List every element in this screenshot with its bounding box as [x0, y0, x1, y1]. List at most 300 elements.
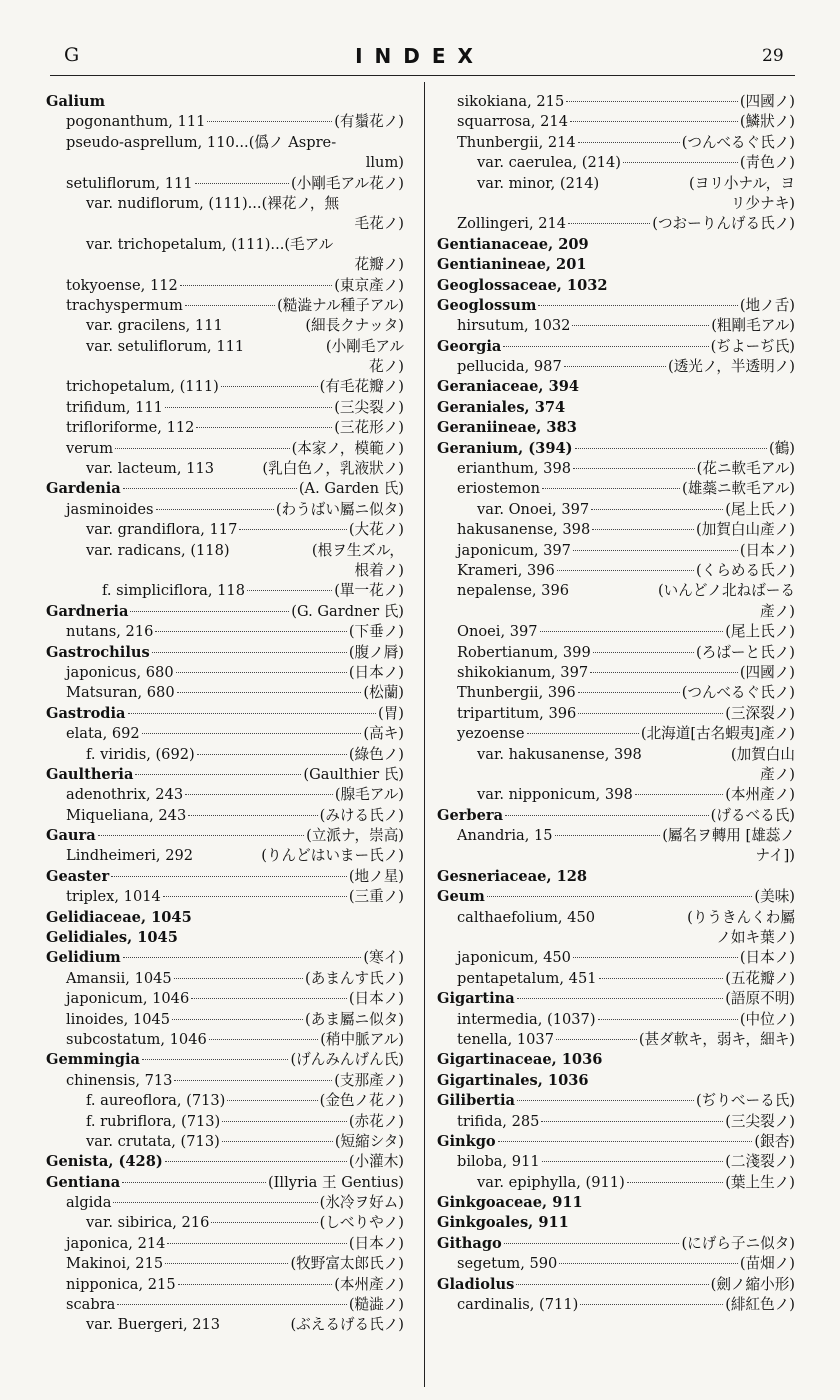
dot-leader: [211, 1222, 317, 1223]
index-entry: [437, 969, 795, 989]
entry-term: nepalense, 396: [457, 582, 570, 600]
index-entry: [46, 459, 404, 479]
entry-gloss: (花ニ軟毛アル): [696, 460, 795, 478]
entry-gloss: (四國ノ): [739, 93, 795, 110]
index-entry: [46, 194, 404, 214]
entry-gloss: (三花形ノ): [334, 419, 404, 437]
entry-term: var. Buergeri, 213: [86, 1316, 221, 1334]
index-entry: [437, 479, 795, 499]
entry-gloss: (透光ノ，半透明ノ): [668, 358, 795, 376]
dot-leader: [176, 672, 347, 673]
entry-term: japonicum, 450: [457, 949, 571, 967]
continuation-text: 根着ノ): [354, 561, 404, 579]
index-entry: [46, 1132, 404, 1152]
entry-term: Geum: [437, 888, 485, 906]
entry-gloss: (本州產ノ): [334, 1275, 404, 1293]
index-entry: [437, 1010, 795, 1030]
index-entry: [46, 439, 404, 459]
dot-leader: [172, 1019, 303, 1020]
entry-term: Matsuran, 680: [66, 684, 175, 702]
entry-gloss: (靑色ノ): [739, 154, 795, 172]
index-entry: [437, 1132, 795, 1152]
dot-leader: [623, 162, 738, 163]
index-entry: [46, 1173, 404, 1193]
index-entry: [437, 541, 795, 561]
index-entry: [46, 377, 404, 397]
index-entry: [46, 133, 404, 153]
entry-gloss: (牧野富太郎氏ノ): [290, 1255, 404, 1273]
entry-term: var. lacteum, 113: [86, 460, 215, 478]
entry-term: var. sibirica, 216: [86, 1214, 210, 1232]
dot-leader: [191, 998, 347, 999]
index-entry: [46, 724, 404, 744]
index-entry: [46, 1112, 404, 1132]
entry-term: Gilibertia: [437, 1092, 516, 1110]
entry-gloss: (Gaulthier 氏): [303, 765, 404, 783]
entry-term: tokyoense, 112: [66, 276, 178, 294]
entry-gloss: (胃): [378, 704, 404, 722]
dot-leader: [580, 1304, 723, 1305]
entry-term: var. hakusanense, 398: [477, 745, 642, 763]
dot-leader: [498, 1141, 753, 1142]
entry-term: nutans, 216: [66, 623, 154, 641]
entry-term: shikokianum, 397: [457, 663, 589, 681]
index-entry: [437, 908, 795, 928]
entry-term: var. caerulea, (214): [477, 154, 622, 172]
dot-leader: [185, 305, 275, 306]
index-entry: [46, 276, 404, 296]
entry-term: squarrosa, 214: [457, 113, 568, 131]
entry-gloss: (中位ノ): [739, 1010, 795, 1028]
entry-term: Gastrochilus: [46, 643, 150, 661]
dot-leader: [156, 509, 274, 510]
entry-continuation: [46, 214, 404, 234]
entry-gloss: (緋紅色ノ): [725, 1296, 795, 1314]
index-entry: [437, 1173, 795, 1193]
entry-gloss: (日本ノ): [739, 541, 795, 559]
entry-term: var. trichopetalum, (111)...(毛アル: [86, 235, 334, 253]
entry-gloss: (氷冷ヲ好ム): [319, 1194, 404, 1212]
index-column-right: [437, 92, 795, 1315]
entry-gloss: (本州產ノ): [725, 786, 795, 804]
dot-leader: [113, 1202, 317, 1203]
entry-continuation: [437, 194, 795, 214]
dot-leader: [540, 631, 724, 632]
entry-gloss: (地ノ星): [348, 867, 404, 885]
index-entry: [437, 1254, 795, 1274]
entry-term: Gelidiales, 1045: [46, 929, 178, 947]
entry-term: japonicum, 1046: [66, 990, 190, 1008]
entry-term: pseudo-asprellum, 110...(僞ノ Aspre-: [66, 133, 337, 151]
index-entry: [46, 92, 404, 112]
entry-gloss: (本家ノ，模範ノ): [291, 439, 404, 457]
index-entry: [437, 1193, 795, 1213]
entry-term: Geraniineae, 383: [437, 419, 577, 437]
index-entry: [437, 745, 795, 765]
entry-gloss: (腺毛アル): [334, 786, 404, 804]
page-number: 29: [762, 46, 784, 66]
entry-term: linoides, 1045: [66, 1010, 171, 1028]
dot-leader: [578, 692, 680, 693]
index-entry: [437, 643, 795, 663]
index-entry: [437, 1050, 795, 1070]
entry-term: var. grandiflora, 117: [86, 521, 238, 539]
dot-leader: [555, 835, 661, 836]
entry-term: nipponica, 215: [66, 1275, 176, 1293]
index-entry: [46, 1091, 404, 1111]
dot-leader: [111, 876, 347, 877]
dot-leader: [167, 1243, 346, 1244]
entry-term: Geoglossum: [437, 296, 537, 314]
index-entry: [46, 1071, 404, 1091]
index-entry: [437, 561, 795, 581]
dot-leader: [152, 652, 347, 653]
entry-gloss: (げるべる氏): [710, 806, 795, 824]
entry-term: eriostemon: [457, 480, 541, 498]
entry-term: Geraniales, 374: [437, 398, 566, 416]
continuation-text: ノ如キ葉ノ): [716, 929, 795, 947]
entry-gloss: (松蘭): [363, 684, 404, 702]
entry-term: triplex, 1014: [66, 888, 161, 906]
dot-leader: [197, 754, 347, 755]
index-entry: [46, 581, 404, 601]
index-entry: [437, 418, 795, 438]
entry-continuation: [46, 561, 404, 581]
entry-term: Onoei, 397: [457, 623, 538, 641]
entry-term: hakusanense, 398: [457, 521, 591, 539]
index-entry: [437, 520, 795, 540]
index-entry: [46, 235, 404, 255]
entry-gloss: (あま屬ニ似タ): [305, 1010, 404, 1028]
entry-gloss: (つおーりんげる氏ノ): [652, 215, 795, 233]
entry-gloss: (小剛毛アル: [325, 337, 404, 355]
dot-leader: [527, 733, 639, 734]
entry-gloss: (葉上生ノ): [725, 1173, 795, 1191]
index-entry: [46, 1275, 404, 1295]
dot-leader: [165, 407, 332, 408]
entry-gloss: (細長クナッタ): [305, 317, 404, 335]
index-entry: [437, 316, 795, 336]
entry-term: tripartitum, 396: [457, 704, 577, 722]
dot-leader: [517, 1100, 694, 1101]
dot-leader: [180, 285, 332, 286]
entry-term: Gesneriaceae, 128: [437, 867, 588, 885]
dot-leader: [572, 325, 709, 326]
entry-term: pentapetalum, 451: [457, 969, 597, 987]
entry-gloss: (立派ナ，崇高): [306, 827, 404, 845]
dot-leader: [591, 509, 723, 510]
entry-term: tenella, 1037: [457, 1030, 554, 1048]
dot-leader: [487, 896, 753, 897]
entry-gloss: (糙澁ノ): [348, 1296, 404, 1314]
entry-gloss: (A. Garden 氏): [298, 480, 404, 498]
entry-continuation: [437, 765, 795, 785]
dot-leader: [178, 1284, 333, 1285]
dot-leader: [227, 1100, 317, 1101]
dot-leader: [598, 1019, 738, 1020]
entry-continuation: [437, 846, 795, 866]
dot-leader: [578, 142, 680, 143]
index-entry: [437, 1295, 795, 1315]
entry-gloss: (東京產ノ): [334, 276, 404, 294]
entry-gloss: (有毛花瓣ノ): [319, 378, 404, 396]
index-entry: [46, 948, 404, 968]
entry-gloss: (語原不明): [725, 990, 795, 1008]
dot-leader: [195, 183, 289, 184]
entry-gloss: (劍ノ縮小形): [710, 1275, 795, 1293]
entry-term: Gelidium: [46, 949, 121, 967]
entry-term: var. radicans, (118): [86, 541, 230, 559]
index-entry: [46, 520, 404, 540]
entry-term: Gardneria: [46, 602, 129, 620]
index-entry: [46, 704, 404, 724]
entry-gloss: (糙澁ナル種子アル): [277, 296, 404, 314]
entry-gloss: (しべりやノ): [319, 1214, 404, 1232]
entry-gloss: (にげら子ニ似タ): [681, 1234, 795, 1252]
entry-gloss: (G. Gardner 氏): [291, 602, 404, 620]
entry-term: Githago: [437, 1234, 502, 1252]
entry-term: trichopetalum, (111): [66, 378, 219, 396]
dot-leader: [542, 1161, 724, 1162]
entry-gloss: (りんどはいまー氏ノ): [261, 847, 404, 865]
index-entry: [437, 785, 795, 805]
entry-term: intermedia, (1037): [457, 1010, 596, 1028]
entry-gloss: (尾上氏ノ): [725, 623, 795, 641]
index-entry: [46, 663, 404, 683]
index-entry: [437, 826, 795, 846]
entry-term: Galium: [46, 93, 106, 110]
continuation-text: 花ノ): [369, 358, 404, 376]
entry-term: Gardenia: [46, 480, 121, 498]
entry-term: Geraniaceae, 394: [437, 378, 580, 396]
page-header: [0, 0, 840, 80]
entry-gloss: (赤花ノ): [348, 1112, 404, 1130]
entry-gloss: (鱗狀ノ): [739, 113, 795, 131]
entry-gloss: (寒イ): [363, 949, 404, 967]
index-entry: [46, 398, 404, 418]
entry-term: Ginkgoales, 911: [437, 1214, 569, 1232]
entry-term: Thunbergii, 214: [457, 133, 576, 151]
index-entry: [437, 1275, 795, 1295]
entry-term: Gentianineae, 201: [437, 256, 587, 274]
dot-leader: [165, 1161, 347, 1162]
index-entry: [437, 235, 795, 255]
dot-leader: [538, 305, 737, 306]
dot-leader: [174, 978, 303, 979]
dot-leader: [247, 590, 332, 591]
index-entry: [437, 622, 795, 642]
entry-gloss: (地ノ舌): [739, 296, 795, 314]
entry-term: pogonanthum, 111: [66, 113, 206, 131]
entry-term: var. gracilens, 111: [86, 317, 223, 335]
entry-gloss: (加賀白山產ノ): [696, 521, 795, 539]
entry-term: var. crutata, (713): [86, 1132, 220, 1150]
entry-gloss: (日本ノ): [348, 990, 404, 1008]
entry-term: algida: [66, 1194, 112, 1212]
dot-leader: [566, 101, 738, 102]
index-entry: [46, 1010, 404, 1030]
index-entry: [437, 724, 795, 744]
entry-term: cardinalis, (711): [457, 1296, 579, 1314]
index-entry: [437, 806, 795, 826]
entry-term: Geoglossaceae, 1032: [437, 276, 608, 294]
entry-term: trifida, 285: [457, 1112, 540, 1130]
entry-gloss: (つんべるぐ氏ノ): [681, 133, 795, 151]
entry-term: Geranium, (394): [437, 439, 573, 457]
entry-term: Amansii, 1045: [66, 969, 172, 987]
index-entry: [46, 602, 404, 622]
entry-gloss: (ぢりべーる氏): [696, 1092, 795, 1110]
index-entry: [437, 1112, 795, 1132]
entry-term: yezoense: [457, 725, 525, 743]
dot-leader: [592, 529, 694, 530]
entry-term: Thunbergii, 396: [457, 684, 576, 702]
entry-term: japonicus, 680: [66, 663, 174, 681]
entry-gloss: (根ヲ生ズル，: [311, 541, 404, 559]
entry-gloss: (高キ): [363, 725, 404, 743]
dot-leader: [142, 1059, 288, 1060]
entry-gloss: (綠色ノ): [348, 745, 404, 763]
entry-continuation: [437, 602, 795, 622]
entry-gloss: (三重ノ): [348, 888, 404, 906]
index-entry: [46, 1254, 404, 1274]
entry-gloss: (短縮シタ): [334, 1132, 404, 1150]
entry-term: Anandria, 15: [457, 827, 553, 845]
entry-term: Ginkgo: [437, 1132, 496, 1150]
index-entry: [46, 1030, 404, 1050]
index-entry: [437, 1071, 795, 1091]
entry-gloss: (金色ノ花ノ): [319, 1092, 404, 1110]
index-entry: [46, 826, 404, 846]
dot-leader: [135, 774, 301, 775]
dot-leader: [222, 1121, 347, 1122]
entry-gloss: (つんべるぐ氏ノ): [681, 684, 795, 702]
dot-leader: [165, 1263, 288, 1264]
continuation-text: リ少ナキ): [730, 194, 795, 212]
entry-gloss: (小剛毛アル花ノ): [291, 174, 404, 192]
entry-gloss: (小灌木): [348, 1153, 404, 1171]
index-entry: [46, 989, 404, 1009]
entry-term: Gaultheria: [46, 765, 134, 783]
dot-leader: [568, 223, 650, 224]
dot-leader: [130, 611, 289, 612]
index-entry: [46, 887, 404, 907]
index-entry: [46, 316, 404, 336]
index-entry: [46, 541, 404, 561]
index-entry: [437, 276, 795, 296]
index-entry: [46, 806, 404, 826]
entry-term: var. nudiflorum, (111)...(裸花ノ，無: [86, 194, 340, 212]
entry-term: japonicum, 397: [457, 541, 571, 559]
index-entry: [46, 500, 404, 520]
entry-gloss: (乳白色ノ，乳液狀ノ): [262, 460, 404, 478]
index-column-left: [46, 92, 404, 1336]
dot-leader: [196, 427, 332, 428]
index-entry: [46, 1234, 404, 1254]
index-entry: [437, 153, 795, 173]
entry-term: calthaefolium, 450: [457, 908, 596, 926]
entry-term: f. simpliciflora, 118: [102, 582, 246, 600]
entry-gloss: (有鬚花ノ): [334, 113, 404, 131]
entry-continuation: [46, 255, 404, 275]
dot-leader: [517, 998, 724, 999]
entry-continuation: [437, 928, 795, 948]
entry-term: erianthum, 398: [457, 460, 572, 478]
dot-leader: [590, 672, 738, 673]
entry-term: f. aureoflora, (713): [86, 1092, 226, 1110]
header-rule: [50, 75, 795, 76]
dot-leader: [570, 121, 738, 122]
entry-term: var. nipponicum, 398: [477, 786, 633, 804]
entry-term: Gemmingia: [46, 1051, 140, 1069]
entry-gloss: (三尖裂ノ): [725, 1112, 795, 1130]
index-entry: [46, 683, 404, 703]
entry-gloss: (三尖裂ノ): [334, 398, 404, 416]
entry-gloss: (尾上氏ノ): [725, 500, 795, 518]
dot-leader: [209, 1039, 318, 1040]
index-entry: [46, 1152, 404, 1172]
section-letter: G: [64, 44, 80, 66]
entry-term: Robertianum, 399: [457, 643, 591, 661]
dot-leader: [504, 1243, 680, 1244]
entry-gloss: (下垂ノ): [348, 623, 404, 641]
index-entry: [437, 1234, 795, 1254]
dot-leader: [123, 488, 297, 489]
entry-term: Gigartinaceae, 1036: [437, 1051, 603, 1069]
entry-term: japonica, 214: [66, 1234, 166, 1252]
entry-gloss: (雄蘂ニ軟毛アル): [682, 480, 795, 498]
dot-leader: [239, 529, 346, 530]
entry-gloss: (銀杏): [754, 1132, 795, 1150]
dot-leader: [559, 1263, 737, 1264]
index-entry: [437, 1213, 795, 1233]
entry-gloss: (屬名ヲ轉用 [雄蕊ノ: [662, 827, 795, 845]
index-entry: [437, 683, 795, 703]
dot-leader: [122, 1182, 266, 1183]
dot-leader: [542, 488, 680, 489]
entry-gloss: (二淺裂ノ): [725, 1153, 795, 1171]
continuation-text: 產ノ): [760, 602, 795, 620]
page-title: INDEX: [355, 44, 485, 68]
entry-term: Gaura: [46, 827, 96, 845]
dot-leader: [117, 1304, 346, 1305]
dot-leader: [575, 448, 767, 449]
index-entry: [437, 663, 795, 683]
index-entry: [46, 1050, 404, 1070]
entry-term: trachyspermum: [66, 296, 183, 314]
entry-gloss: (美味): [754, 888, 795, 906]
index-entry: [46, 643, 404, 663]
entry-gloss: (三深裂ノ): [725, 704, 795, 722]
continuation-text: 花瓣ノ): [354, 256, 404, 274]
entry-gloss: (みける氏ノ): [319, 806, 404, 824]
entry-gloss: (ヨリ小ナル，ヨ: [689, 174, 795, 192]
entry-term: adenothrix, 243: [66, 786, 184, 804]
entry-gloss: (日本ノ): [739, 949, 795, 967]
entry-term: sikokiana, 215: [457, 93, 565, 110]
entry-gloss: (苗畑ノ): [739, 1255, 795, 1273]
entry-term: Georgia: [437, 337, 502, 355]
index-entry: [437, 133, 795, 153]
dot-leader: [578, 713, 723, 714]
index-entry: [46, 1295, 404, 1315]
index-entry: [437, 1030, 795, 1050]
entry-term: hirsutum, 1032: [457, 317, 571, 335]
entry-gloss: (四國ノ): [739, 663, 795, 681]
index-entry: [437, 112, 795, 132]
entry-gloss: (りうきんくわ屬: [687, 908, 795, 926]
entry-term: Gastrodia: [46, 704, 126, 722]
